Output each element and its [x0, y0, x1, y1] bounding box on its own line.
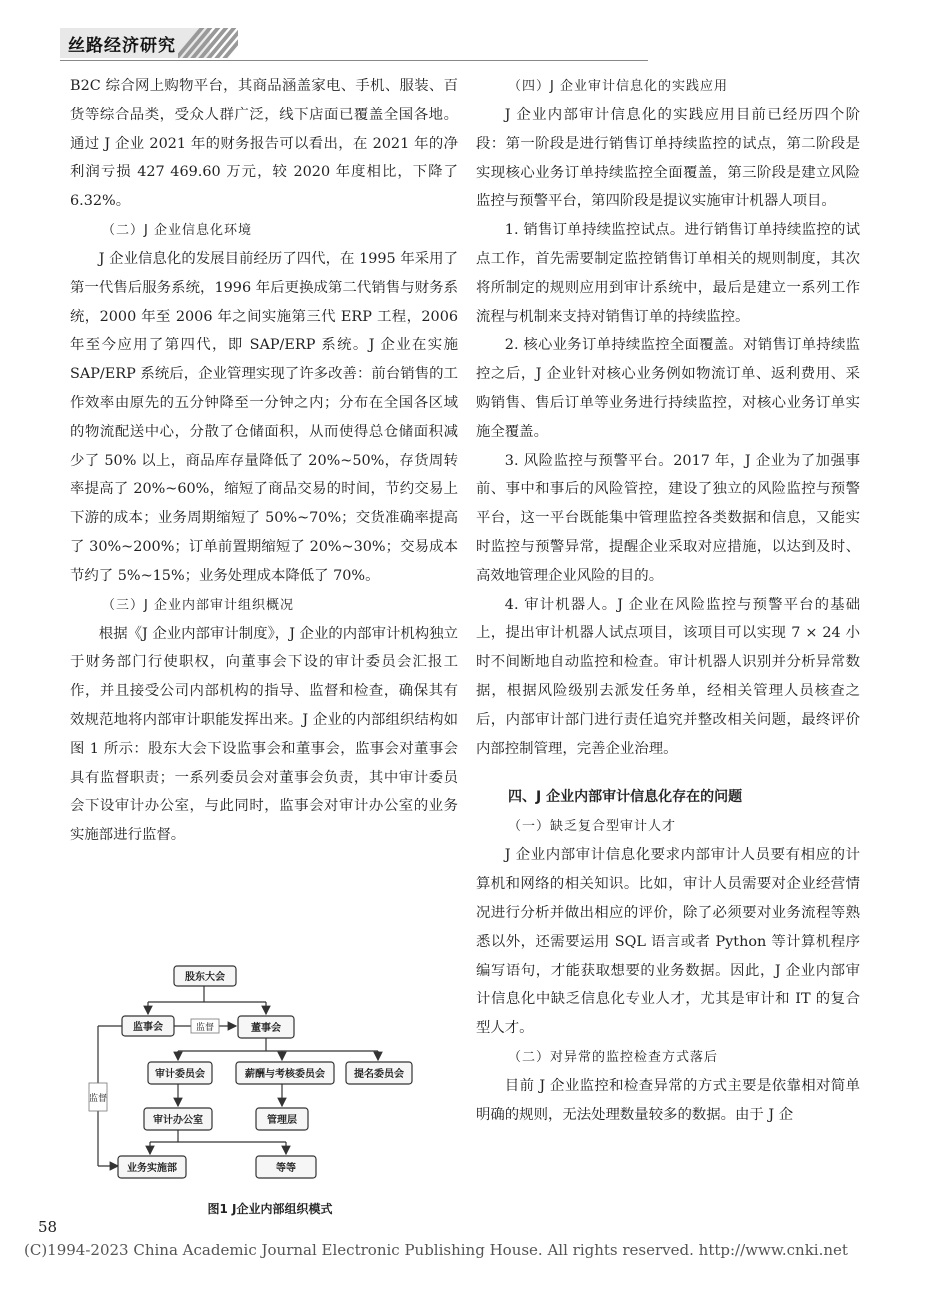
org-chart [88, 958, 443, 1183]
subheading: （三）J 企业内部审计组织概况 [102, 597, 294, 613]
subheading: （二）J 企业信息化环境 [102, 222, 252, 238]
node-supervisory-label: 监事会 [133, 1022, 163, 1033]
header-rule [60, 60, 648, 61]
node-board-label: 董事会 [251, 1023, 281, 1034]
paragraph: J 企业内部审计信息化要求内部审计人员要有相应的计算机和网络的相关知识。比如，审计人员需要对企业经营情况进行分析并做出相应的评价，除了必须要对业务流程等熟悉以外，还需要运用 SQL 语言或者 Python 等计算机程序编写语句，才能获取想要的业务数据。因此，J 企业内部审计信息化中缺乏信息化专业人才，尤其是审计和 IT 的复合型人才。 [476, 847, 860, 1037]
journal-title: 丝路经济研究 [68, 36, 176, 56]
section-heading: 四、J 企业内部审计信息化存在的问题 [508, 789, 743, 806]
node-nomination-committee-label: 提名委员会 [354, 1069, 404, 1080]
node-etc-label: 等等 [276, 1163, 296, 1174]
subheading: （一）缺乏复合型审计人才 [508, 819, 677, 835]
right-column [476, 72, 860, 1130]
copyright-footer: (C)1994-2023 China Academic Journal Electronic Publishing House. All rights reserved. http://www.cnki.net [24, 1241, 848, 1259]
figure-caption: 图1 J企业内部组织模式 [207, 1202, 333, 1216]
paragraph: 目前 J 企业监控和检查异常的方式主要是依靠相对简单明确的规则，无法处理数量较多的数据。由于 J 企 [476, 1077, 860, 1123]
node-compensation-committee-label: 薪酬与考核委员会 [245, 1069, 325, 1080]
node-audit-committee-label: 审计委员会 [155, 1069, 205, 1080]
paragraph: 根据《J 企业内部审计制度》，J 企业的内部审计机构独立于财务部门行使职权，向董事会下设的审计委员会汇报工作，并且接受公司内部机构的指导、监督和检查，确保其有效规范地将内部审计职能发挥出来。J 企业的内部组织结构如图 1 所示：股东大会下设监事会和董事会，监事会对董事会具有监督职责；一系列委员会对董事会负责，其中审计委员会下设审计办公室，与此同时，监事会对审计办公室的业务实施部进行监督。 [70, 625, 458, 844]
subheading: （四）J 企业审计信息化的实践应用 [508, 79, 728, 94]
page-number: 58 [38, 1218, 58, 1236]
header-stripes [178, 28, 238, 58]
edge-label-supervise-dept: 监督 [88, 1094, 108, 1104]
paragraph: 1. 销售订单持续监控试点。进行销售订单持续监控的试点工作，首先需要制定监控销售订单相关的规则制度，其次将所制定的规则应用到审计系统中，最后是建立一系列工作流程与机制来支持对销售订单的持续监控。 [476, 222, 860, 325]
node-business-dept-label: 业务实施部 [127, 1163, 177, 1174]
paragraph: 4. 审计机器人。J 企业在风险监控与预警平台的基础上，提出审计机器人试点项目，该项目可以实现 7 × 24 小时不间断地自动监控和检查。审计机器人识别并分析异常数据，根据风险级别去派发任务单，经相关管理人员核查之后，内部审计部门进行责任追究并整改相关问题，最终评价内部控制管理，完善企业治理。 [476, 596, 860, 757]
paragraph: J 企业信息化的发展目前经历了四代，在 1995 年采用了第一代售后服务系统，1996 年后更换成第二代销售与财务系统，2000 年至 2006 年之间实施第三代 ERP 工程，2006 年至今应用了第四代，即 SAP/ERP 系统。J 企业在实施 SAP/ERP 系统后，企业管理实现了许多改善：前台销售的工作效率由原先的五分钟降至一分钟之内；分布在全国各区域的物流配送中心，分散了仓储面积，从而使得总仓储面积减少了 50% 以上，商品库存量降低了 20%~50%，存货周转率提高了 20%~60%，缩短了商品交易的时间，节约交易上下游的成本；业务周期缩短了 50%~70%；交货准确率提高了 30%~200%；订单前置期缩短了 20%~30%；交易成本节约了 5%~15%；业务处理成本降低了 70%。 [70, 250, 458, 584]
node-shareholders-label: 股东大会 [185, 972, 225, 983]
left-column [70, 72, 458, 850]
edge-label-supervise-board: 监督 [195, 1023, 215, 1033]
paragraph: 3. 风险监控与预警平台。2017 年，J 企业为了加强事前、事中和事后的风险管控，建设了独立的风险监控与预警平台，这一平台既能集中管理监控各类数据和信息，又能实时监控与预警异常，提醒企业采取对应措施，以达到及时、高效地管理企业风险的目的。 [476, 452, 860, 584]
node-management-label: 管理层 [267, 1115, 297, 1126]
paragraph: 2. 核心业务订单持续监控全面覆盖。对销售订单持续监控之后，J 企业针对核心业务例如物流订单、返利费用、采购销售、售后订单等业务进行持续监控，对核心业务订单实施全覆盖。 [476, 337, 860, 440]
subheading: （二）对异常的监控检查方式落后 [508, 1049, 719, 1065]
paragraph: J 企业内部审计信息化的实践应用目前已经历四个阶段：第一阶段是进行销售订单持续监控的试点，第二阶段是实现核心业务订单持续监控全面覆盖，第三阶段是建立风险监控与预警平台，第四阶段是提议实施审计机器人项目。 [476, 107, 860, 210]
node-audit-office-label: 审计办公室 [153, 1115, 203, 1126]
paragraph: B2C 综合网上购物平台，其商品涵盖家电、手机、服装、百货等综合品类，受众人群广泛，线下店面已覆盖全国各地。通过 J 企业 2021 年的财务报告可以看出，在 2021 年的净利润亏损 427 469.60 万元，较 2020 年度相比，下降了 6.32%。 [70, 78, 458, 210]
